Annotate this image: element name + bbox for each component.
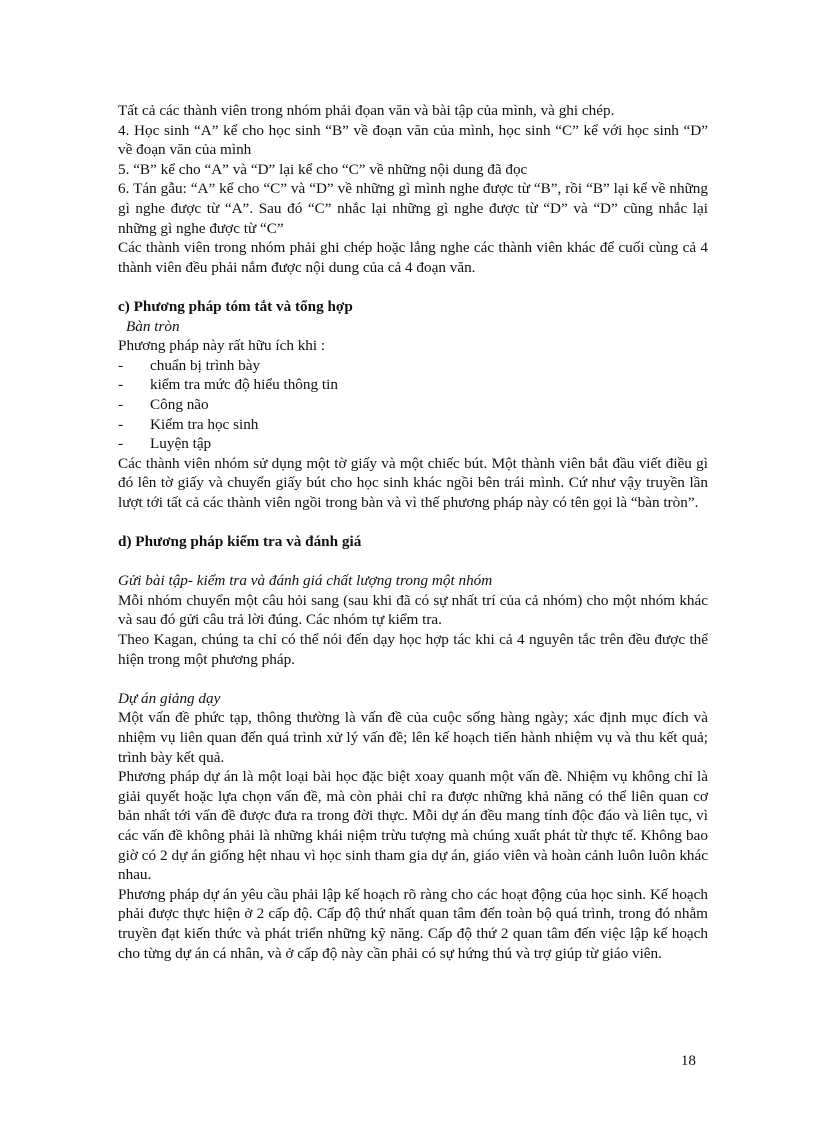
subheading: Gửi bài tập- kiểm tra và đánh giá chất lượng trong một nhóm (118, 572, 493, 590)
subheading: Dự án giảng dạy (118, 689, 221, 707)
paragraph: Một vấn đề phức tạp, thông thường là vấn đề của cuộc sống hàng ngày; xác định mục đích và nhiệm vụ liên quan đến quá trình xử lý vấn đề; lên kế hoạch tiến hành nhiệm vụ và thu kết quả; trình bày kết quả. (118, 709, 708, 766)
dash-bullet: - (118, 395, 124, 413)
paragraph: 4. Học sinh “A” kể cho học sinh “B” về đoạn văn của mình, học sinh “C” kể với học sinh “D” về đoạn văn của mình (118, 121, 708, 159)
dash-bullet: - (118, 415, 124, 433)
paragraph: Tất cả các thành viên trong nhóm phải đọan văn và bài tập của mình, và ghi chép. (118, 102, 615, 119)
page-number: 18 (680, 1052, 696, 1069)
paragraph: Mỗi nhóm chuyển một câu hỏi sang (sau khi đã có sự nhất trí của cả nhóm) cho một nhóm khác và sau đó gửi câu trả lời đúng. Các nhóm tự kiểm tra. (118, 591, 708, 629)
list-item-text: Kiểm tra học sinh (150, 415, 259, 433)
list-item (118, 356, 708, 376)
paragraph: 5. “B” kể cho “A” và “D” lại kể cho “C” về những nội dung đã đọc (118, 160, 528, 178)
paragraph: 6. Tán gẫu: “A” kể cho “C” và “D” về những gì mình nghe được từ “B”, rồi “B” lại kể về những gì nghe được từ “A”. Sau đó “C” nhắc lại những gì nghe được từ “D” và “D” cũng nhắc lại những gì nghe được từ “C” (118, 180, 708, 237)
list-item (118, 395, 708, 415)
paragraph: Các thành viên trong nhóm phải ghi chép hoặc lắng nghe các thành viên khác để cuối cùng cả 4 thành viên đều phải nắm được nội dung của cả 4 đoạn văn. (118, 239, 708, 276)
paragraph: Phương pháp này rất hữu ích khi : (118, 337, 326, 355)
paragraph: Theo Kagan, chúng ta chỉ có thể nói đến dạy học hợp tác khi cả 4 nguyên tắc trên đều được thể hiện trong một phương pháp. (118, 631, 708, 668)
section-assessment (118, 532, 708, 963)
subheading: Bàn tròn (126, 317, 180, 335)
list-item-text: chuẩn bị trình bày (150, 356, 261, 374)
dash-bullet: - (118, 435, 124, 453)
list-item (118, 415, 708, 435)
paragraph: Phương pháp dự án yêu cầu phải lập kế hoạch rõ ràng cho các hoạt động của học sinh. Kế hoạch phải được thực hiện ở 2 cấp độ. Cấp độ thứ nhất quan tâm đến toàn bộ quá trình, trong đó nhằm truyền đạt kiến thức và phát triển những kỹ năng. Cấp độ thứ 2 quan tâm đến việc lập kế hoạch cho từng dự án cá nhân, và ở cấp độ này cần phải có sự hứng thú và trợ giúp từ giáo viên. (118, 885, 708, 962)
section-summary-synthesis (118, 297, 708, 513)
list-item-text: Công não (150, 395, 209, 413)
list-item-text: Luyện tập (150, 435, 212, 453)
dash-bullet: - (118, 356, 124, 374)
list-item (118, 375, 708, 395)
group-reading-steps (118, 101, 708, 277)
section-heading: d) Phương pháp kiểm tra và đánh giá (118, 533, 362, 551)
section-heading: c) Phương pháp tóm tắt và tổng hợp (118, 297, 353, 315)
paragraph: Phương pháp dự án là một loại bài học đặc biệt xoay quanh một vấn đề. Nhiệm vụ không chỉ là giải quyết hoặc lựa chọn vấn đề, mà còn phải chỉ ra được những khả năng có thể liên quan cơ bản nhất tới vấn đề được đưa ra trong đời thực. Mỗi dự án đều mang tính độc đáo và liên tục, vì các vấn đề không phải là những khái niệm trừu tượng mà chúng xuất phát từ thực tế. Không bao giờ có 2 dự án giống hệt nhau vì học sinh tham gia dự án, giáo viên và hoàn cảnh luôn luôn khác nhau. (118, 768, 708, 884)
list-item (118, 434, 708, 454)
paragraph: Các thành viên nhóm sử dụng một tờ giấy và một chiếc bút. Một thành viên bắt đầu viết điều gì đó lên tờ giấy và chuyển giấy bút cho học sinh khác ngồi bên trái mình. Cứ như vậy truyền lần lượt tới tất cả các thành viên ngồi trong bàn và vì thế phương pháp này có tên gọi là “bàn tròn”. (118, 454, 708, 511)
dash-list (118, 356, 708, 454)
list-item-text: kiểm tra mức độ hiểu thông tin (150, 376, 338, 394)
dash-bullet: - (118, 376, 124, 394)
